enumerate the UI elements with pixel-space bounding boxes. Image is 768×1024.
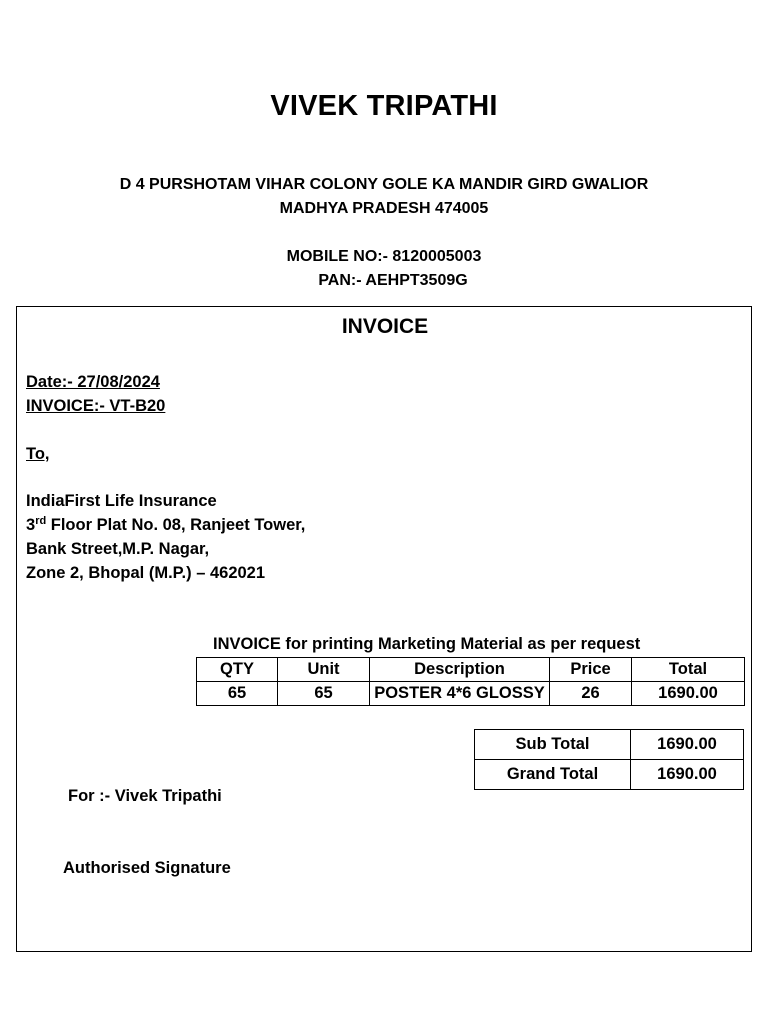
invoice-number: INVOICE:- VT-B20 [26,397,166,415]
sub-total-value: 1690.00 [631,730,744,760]
grand-total-value: 1690.00 [631,760,744,790]
customer-name: IndiaFirst Life Insurance [26,492,217,510]
header-unit: Unit [278,658,370,682]
totals-table [474,729,744,790]
grand-total-row [475,760,744,790]
customer-address-line-1 [26,516,305,535]
items-caption: INVOICE for printing Marketing Material as per request [213,635,641,653]
seller-address-line-1: D 4 PURSHOTAM VIHAR COLONY GOLE KA MANDIR GIRD GWALIOR [119,176,649,193]
header-total: Total [632,658,745,682]
cell-description: POSTER 4*6 GLOSSY [370,682,550,706]
grand-total-label: Grand Total [475,760,631,790]
floor-number: 3 [26,516,36,534]
sub-total-row [475,730,744,760]
cell-total: 1690.00 [632,682,745,706]
items-table [196,657,745,706]
authorised-signature: Authorised Signature [63,859,231,877]
floor-ordinal-suffix: rd [35,515,47,527]
table-row [197,682,745,706]
seller-pan: PAN:- AEHPT3509G [318,272,468,289]
sub-total-label: Sub Total [475,730,631,760]
items-header-row [197,658,745,682]
customer-address-line-3: Zone 2, Bhopal (M.P.) – 462021 [26,564,266,582]
invoice-box [16,306,752,952]
cell-qty: 65 [197,682,278,706]
header-qty: QTY [197,658,278,682]
header-price: Price [550,658,632,682]
to-label: To, [26,445,50,463]
seller-name: VIVEK TRIPATHI [270,90,498,122]
seller-address-line-2: MADHYA PRADESH 474005 [279,200,489,217]
customer-address-line-1-rest: Floor Plat No. 08, Ranjeet Tower, [46,516,306,534]
invoice-date: Date:- 27/08/2024 [26,373,160,391]
for-signatory: For :- Vivek Tripathi [68,787,222,805]
invoice-title: INVOICE [341,315,429,338]
seller-mobile: MOBILE NO:- 8120005003 [286,248,482,265]
cell-price: 26 [550,682,632,706]
header-description: Description [370,658,550,682]
cell-unit: 65 [278,682,370,706]
customer-address-line-2: Bank Street,M.P. Nagar, [26,540,210,558]
